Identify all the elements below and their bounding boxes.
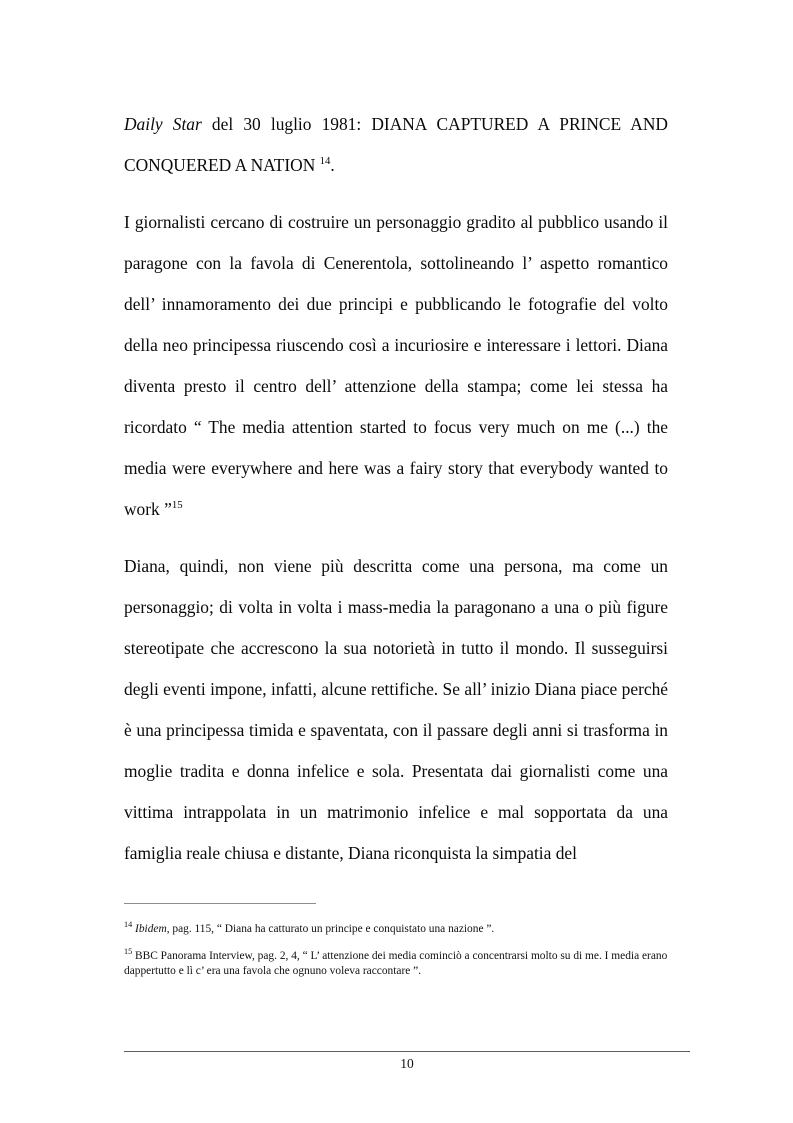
paragraph-headline-citation: Daily Star del 30 luglio 1981: DIANA CAPTURED A PRINCE AND CONQUERED A NATION $^{14}$. <box>124 114 668 175</box>
italic-run: Daily Star <box>124 114 202 134</box>
footnote-15: $^{15}$ BBC Panorama Interview, pag. 2, 4, “ L’ attenzione dei media cominciò a concentrarsi molto su di me. I media erano dappertutto e lì c’ era una favola che ognuno voleva raccontare ”. <box>124 946 668 978</box>
footnote-marker: 14 <box>124 920 133 930</box>
italic-run: Ibidem <box>135 923 167 935</box>
paragraph-journalists: I giornalisti cercano di costruire un personaggio gradito al pubblico usando il paragone con la favola di Cenerentola, sottolineando l’ aspetto romantico dell’ innamoramento dei due principi e pubblicando le fotografie del volto della neo principessa riuscendo così a incuriosire e interessare i lettori. Diana diventa presto il centro dell’ attenzione della stampa; come lei stessa ha ricordato “ The media attention started to focus very much on me (...) the media were everywhere and here was a fairy story that everybody wanted to work ”$^{15}$ <box>124 212 668 519</box>
footnote-marker: 15 <box>124 946 133 956</box>
page-number: 10 <box>400 1056 414 1071</box>
page-footer <box>124 1051 690 1073</box>
footnote-separator-rule <box>124 903 316 904</box>
footnote-area <box>124 903 690 980</box>
footnote-reference[interactable]: 15 <box>171 499 183 512</box>
paragraph-personaggio: Diana, quindi, non viene più descritta come una persona, ma come un personaggio; di volta in volta i mass-media la paragonano a una o più figure stereotipate che accrescono la sua notorietà in tutto il mondo. Il susseguirsi degli eventi impone, infatti, alcune rettifiche. Se all’ inizio Diana piace perché è una principessa timida e spaventata, con il passare degli anni si trasforma in moglie tradita e donna infelice e sola. Presentata dai giornalisti come una vittima intrappolata in un matrimonio infelice e mal sopportata da una famiglia reale chiusa e distante, Diana riconquista la simpatia del <box>124 556 668 863</box>
footnote-reference[interactable]: 14 <box>319 155 331 168</box>
footnote-14: $^{14}$ Ibidem, pag. 115, “ Diana ha catturato un principe e conquistato una nazione ”. <box>124 920 495 935</box>
body-text-area <box>124 104 668 874</box>
